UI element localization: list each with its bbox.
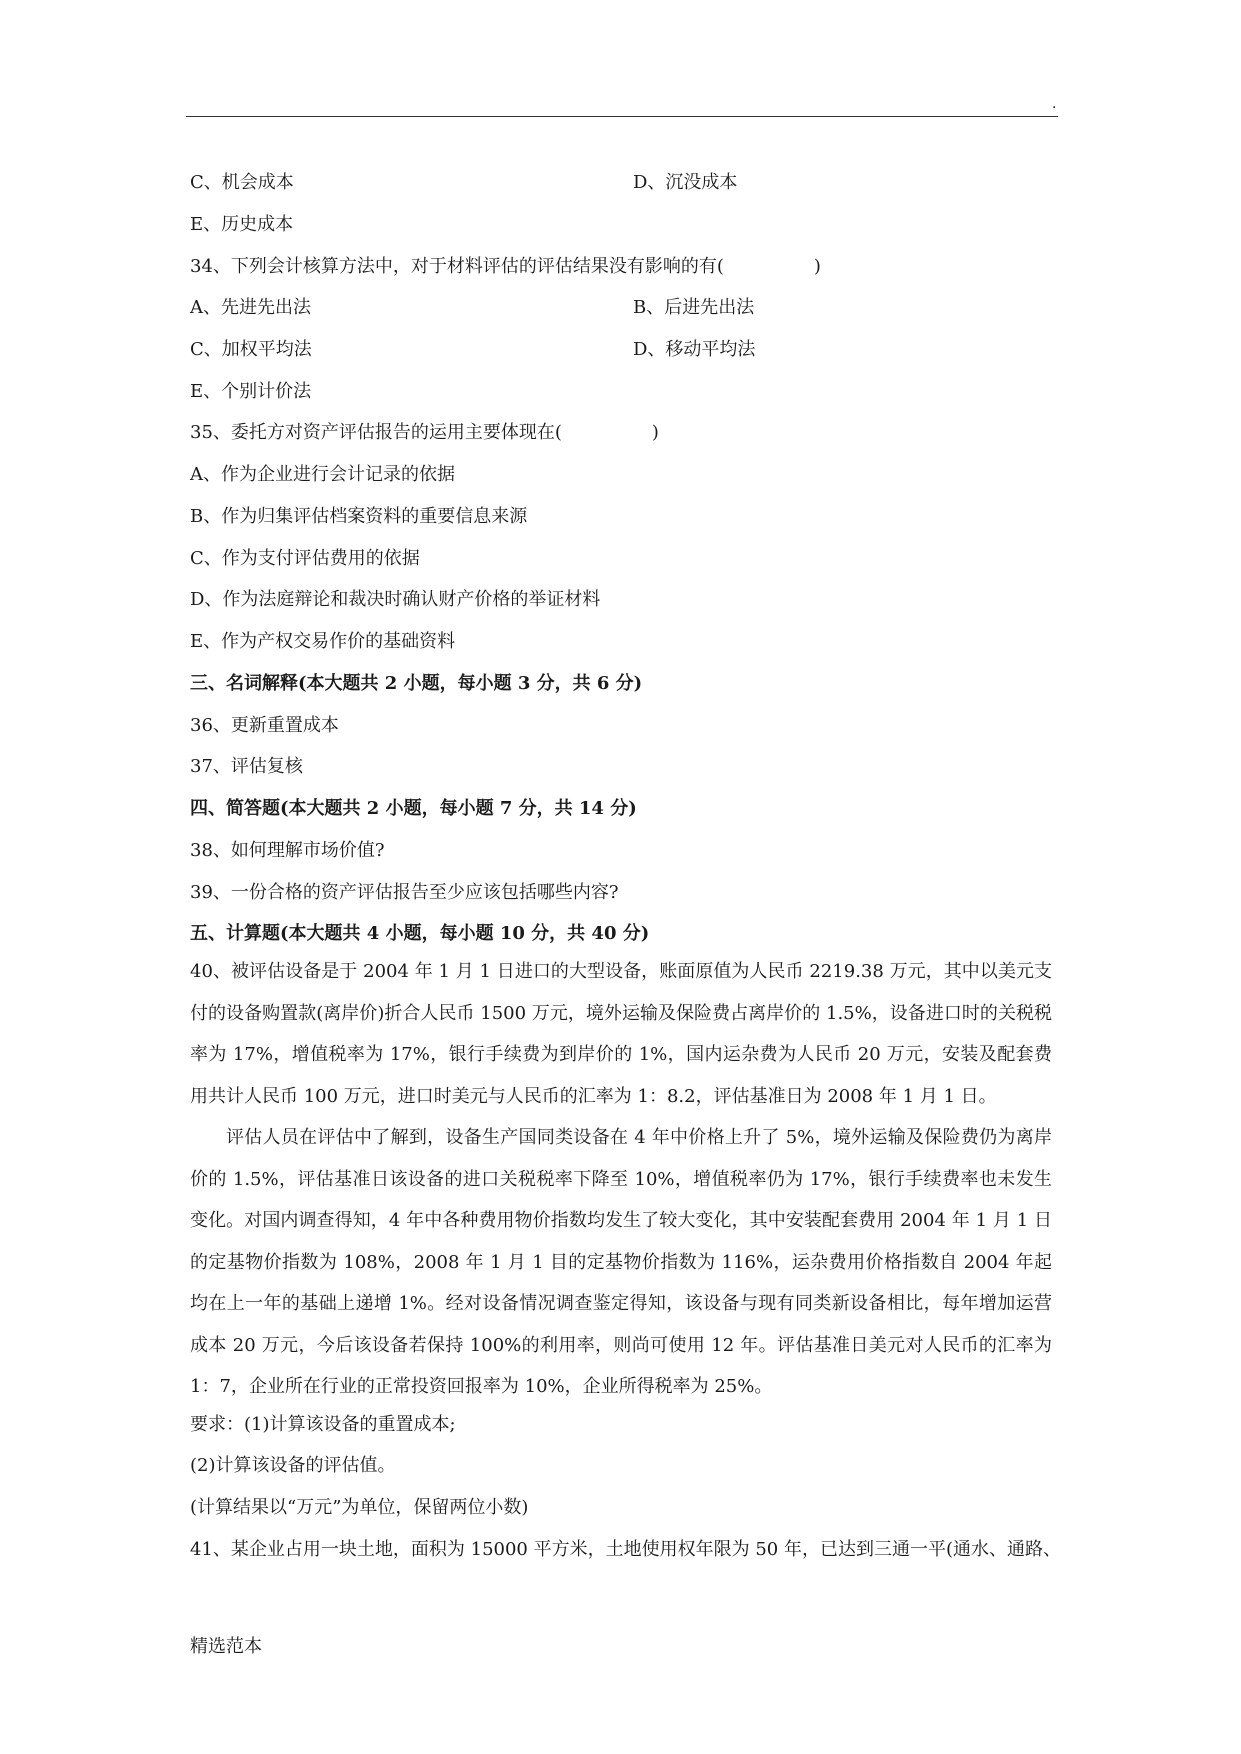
question-39: 39、一份合格的资产评估报告至少应该包括哪些内容?	[190, 882, 619, 903]
q35-option-e: E、作为产权交易作价的基础资料	[190, 631, 456, 652]
requirement-note: (计算结果以“万元”为单位，保留两位小数)	[190, 1497, 529, 1518]
q34-option-c: C、加权平均法	[190, 339, 312, 360]
q35-option-a: A、作为企业进行会计记录的依据	[190, 464, 455, 485]
q34-option-a: A、先进先出法	[190, 297, 311, 318]
question-36: 36、更新重置成本	[190, 715, 339, 736]
question-35: 35、委托方对资产评估报告的运用主要体现在( )	[190, 422, 659, 443]
q35-option-b: B、作为归集评估档案资料的重要信息来源	[190, 506, 528, 527]
q35-option-c: C、作为支付评估费用的依据	[190, 548, 420, 569]
header-rule	[186, 116, 1058, 117]
requirement-1: 要求：(1)计算该设备的重置成本;	[190, 1414, 456, 1435]
section-5-heading: 五、计算题(本大题共 4 小题，每小题 10 分，共 40 分)	[190, 923, 650, 944]
q34-option-e: E、个别计价法	[190, 381, 312, 402]
question-37: 37、评估复核	[190, 756, 303, 777]
question-40-paragraph-1: 40、被评估设备是于 2004 年 1 月 1 日进口的大型设备，账面原值为人民币 2219.38 万元，其中以美元支付的设备购置款(离岸价)折合人民币 1500 万元，境外运输及保险费占离岸价的 1.5%，设备进口时的关税税率为 17%，增值税率为 17%，银行手续费为到岸价的 1%，国内运杂费为人民币 20 万元，安装及配套费用共计人民币 100 万元，进口时美元与人民币的汇率为 1：8.2，评估基准日为 2008 年 1 月 1 日。	[190, 961, 1052, 1107]
question-41: 41、某企业占用一块土地，面积为 15000 平方米，土地使用权年限为 50 年，已达到三通一平(通水、通路、	[190, 1539, 1061, 1560]
option-c-opportunity-cost: C、机会成本	[190, 172, 294, 193]
option-d-sunk-cost: D、沉没成本	[633, 172, 738, 193]
header-dot: .	[1052, 96, 1057, 112]
question-38: 38、如何理解市场价值?	[190, 840, 385, 861]
q34-option-b: B、后进先出法	[633, 297, 755, 318]
question-34: 34、下列会计核算方法中，对于材料评估的评估结果没有影响的有( )	[190, 256, 821, 277]
option-e-historical-cost: E、历史成本	[190, 214, 294, 235]
footer-text: 精选范本	[190, 1636, 262, 1657]
q35-option-d: D、作为法庭辩论和裁决时确认财产价格的举证材料	[190, 589, 601, 610]
question-40-paragraph-2: 评估人员在评估中了解到，设备生产国同类设备在 4 年中价格上升了 5%，境外运输及保险费仍为离岸价的 1.5%，评估基准日该设备的进口关税税率下降至 10%，增值税率仍为 17%，银行手续费率也未发生变化。对国内调查得知，4 年中各种费用物价指数均发生了较大变化，其中安装配套费用 2004 年 1 月 1 日的定基物价指数为 108%，2008 年 1 月 1 目的定基物价指数为 116%，运杂费用价格指数自 2004 年起均在上一年的基础上递增 1%。经对设备情况调查鉴定得知，该设备与现有同类新设备相比，每年增加运营成本 20 万元，今后该设备若保持 100%的利用率，则尚可使用 12 年。评估基准日美元对人民币的汇率为 1：7，企业所在行业的正常投资回报率为 10%，企业所得税率为 25%。	[190, 1127, 1052, 1397]
q34-option-d: D、移动平均法	[633, 339, 756, 360]
requirement-2: (2)计算该设备的评估值。	[190, 1455, 396, 1476]
section-3-heading: 三、名词解释(本大题共 2 小题，每小题 3 分，共 6 分)	[190, 673, 643, 694]
section-4-heading: 四、简答题(本大题共 2 小题，每小题 7 分，共 14 分)	[190, 798, 637, 819]
